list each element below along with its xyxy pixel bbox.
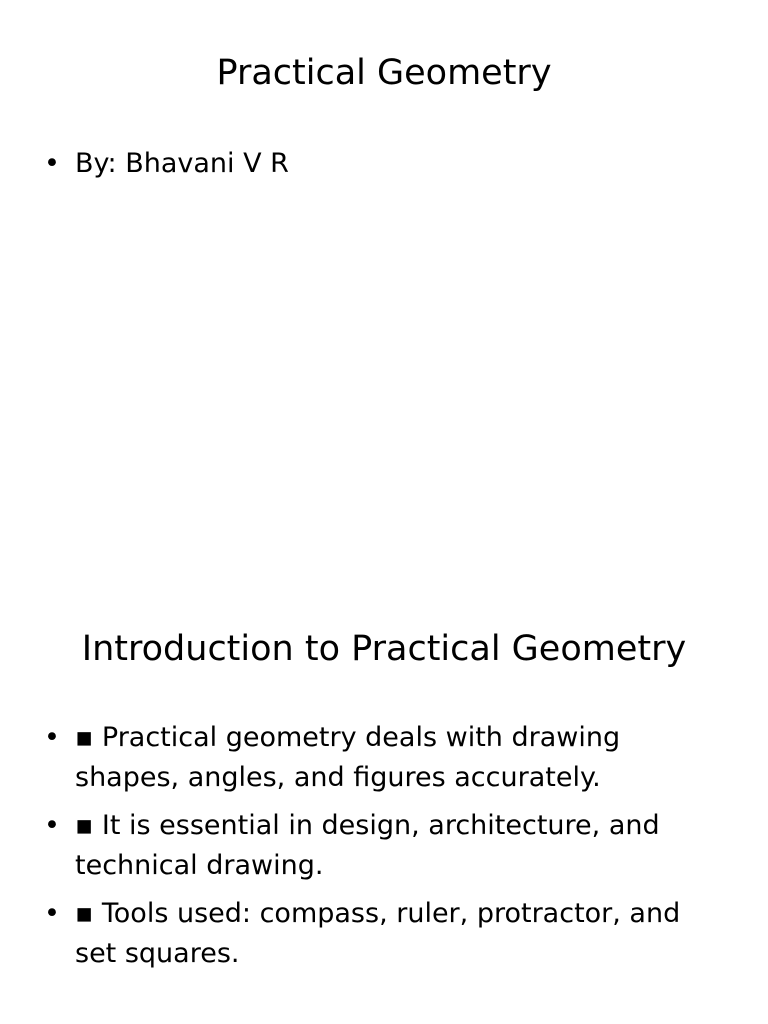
slide-title: Introduction to Practical Geometry bbox=[81, 629, 687, 669]
bullet-text: By: Bhavani V R bbox=[75, 148, 289, 179]
bullet-dot-icon: • bbox=[44, 722, 60, 753]
bullet-text: ▪ Tools used: compass, ruler, protractor, and set squares. bbox=[75, 898, 681, 969]
bullet-dot-icon: • bbox=[44, 148, 60, 179]
bullet-item bbox=[44, 718, 704, 798]
bullet-item bbox=[44, 894, 704, 974]
bullet-item bbox=[44, 144, 704, 184]
bullet-dot-icon: • bbox=[44, 898, 60, 929]
bullet-text: ▪ It is essential in design, architecture, and technical drawing. bbox=[75, 810, 660, 881]
slide-title: Practical Geometry bbox=[216, 53, 552, 93]
slide-introduction bbox=[0, 576, 768, 1024]
bullet-list bbox=[44, 144, 704, 192]
bullet-dot-icon: • bbox=[44, 810, 60, 841]
bullet-item bbox=[44, 806, 704, 886]
bullet-text: ▪ Practical geometry deals with drawing shapes, angles, and figures accurately. bbox=[75, 722, 621, 793]
bullet-list bbox=[44, 718, 704, 982]
